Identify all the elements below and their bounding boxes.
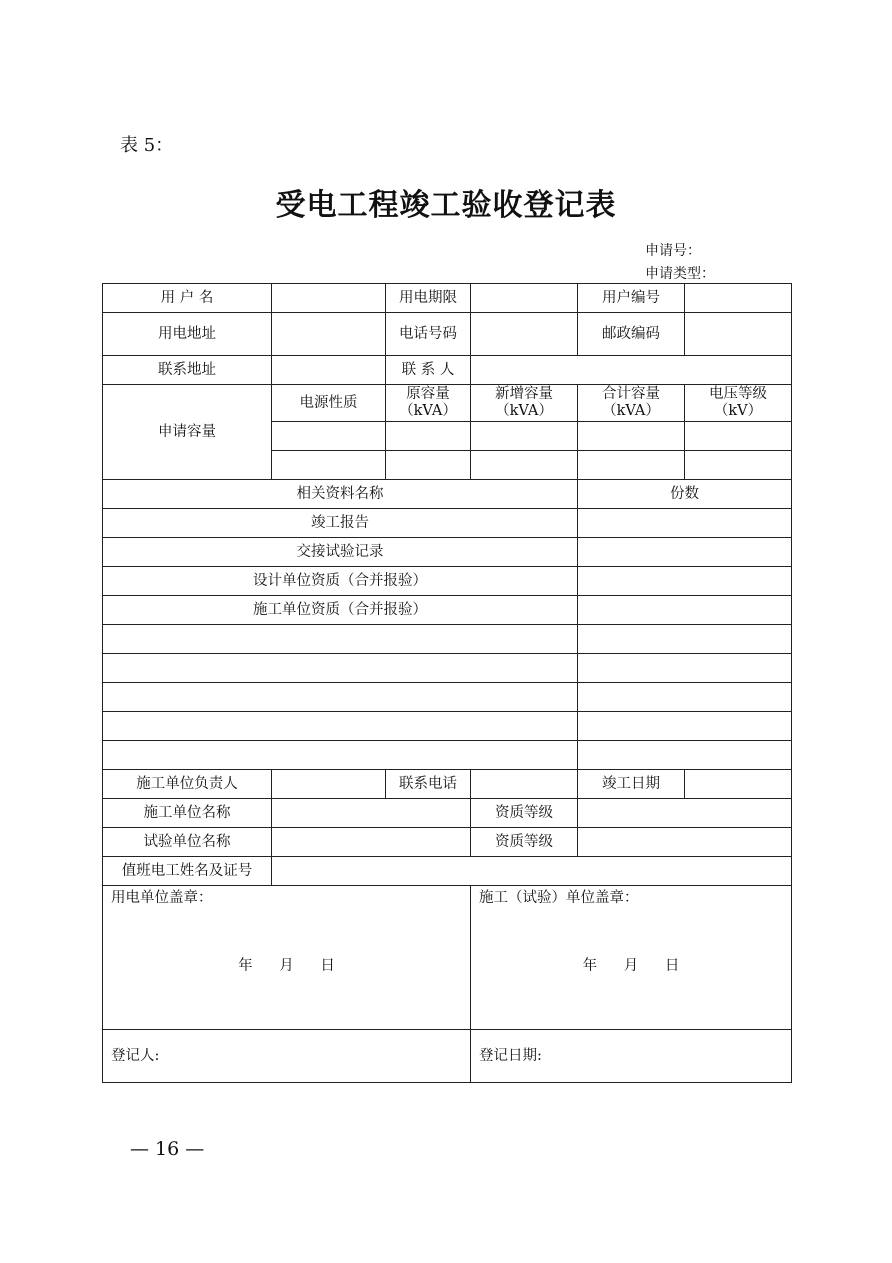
capacity-cell[interactable] xyxy=(685,422,792,451)
material-count-field[interactable] xyxy=(578,538,792,567)
qualification-label: 资质等级 xyxy=(471,828,578,857)
year-label: 年 xyxy=(582,958,598,974)
capacity-cell[interactable] xyxy=(578,422,685,451)
contact-person-label: 联 系 人 xyxy=(386,356,471,385)
user-number-label: 用户编号 xyxy=(578,284,685,313)
table-label: 表 5： xyxy=(120,135,174,156)
electrician-field[interactable] xyxy=(272,857,792,886)
capacity-cell[interactable] xyxy=(471,451,578,480)
builder-seal-label: 施工（试验）单位盖章： xyxy=(479,890,639,906)
original-capacity-header: 原容量 （kVA） xyxy=(386,385,471,422)
contact-phone-field[interactable] xyxy=(471,770,578,799)
qualification-field[interactable] xyxy=(578,799,792,828)
registration-date-field[interactable]: 登记日期: xyxy=(471,1030,792,1083)
day-label: 日 xyxy=(320,958,335,974)
material-count-field[interactable] xyxy=(578,683,792,712)
user-name-field[interactable] xyxy=(272,284,386,313)
material-count-field[interactable] xyxy=(578,625,792,654)
month-label: 月 xyxy=(279,958,294,974)
material-item-blank[interactable] xyxy=(103,712,578,741)
usage-period-field[interactable] xyxy=(471,284,578,313)
contact-phone-label: 联系电话 xyxy=(386,770,471,799)
user-name-label: 用 户 名 xyxy=(103,284,272,313)
capacity-cell[interactable] xyxy=(578,451,685,480)
materials-count-header: 份数 xyxy=(578,480,792,509)
builder-seal-box[interactable] xyxy=(471,886,792,1030)
user-seal-label: 用电单位盖章： xyxy=(111,890,213,906)
material-count-field[interactable] xyxy=(578,654,792,683)
material-item: 竣工报告 xyxy=(103,509,578,538)
material-item: 交接试验记录 xyxy=(103,538,578,567)
year-label: 年 xyxy=(238,958,253,974)
construction-unit-label: 施工单位名称 xyxy=(103,799,272,828)
material-item: 施工单位资质（合并报验） xyxy=(103,596,578,625)
material-count-field[interactable] xyxy=(578,567,792,596)
test-unit-label: 试验单位名称 xyxy=(103,828,272,857)
postal-code-label: 邮政编码 xyxy=(578,313,685,356)
contact-address-label: 联系地址 xyxy=(103,356,272,385)
contact-person-field[interactable] xyxy=(471,356,792,385)
capacity-label: 申请容量 xyxy=(103,385,272,480)
user-seal-date xyxy=(103,958,470,975)
page-number: — 16 — xyxy=(130,1138,205,1160)
qualification-field[interactable] xyxy=(578,828,792,857)
user-number-field[interactable] xyxy=(685,284,792,313)
builder-seal-date xyxy=(471,958,791,975)
user-seal-box[interactable] xyxy=(103,886,471,1030)
registrar-field[interactable]: 登记人: xyxy=(103,1030,471,1083)
registration-form-table xyxy=(102,283,792,1083)
usage-address-field[interactable] xyxy=(272,313,386,356)
day-label: 日 xyxy=(664,958,680,974)
contact-address-field[interactable] xyxy=(272,356,386,385)
capacity-cell[interactable] xyxy=(471,422,578,451)
total-capacity-header: 合计容量 （kVA） xyxy=(578,385,685,422)
material-item: 设计单位资质（合并报验） xyxy=(103,567,578,596)
construction-leader-field[interactable] xyxy=(272,770,386,799)
capacity-cell[interactable] xyxy=(386,422,471,451)
material-count-field[interactable] xyxy=(578,712,792,741)
application-number-label: 申请号： xyxy=(645,243,701,259)
test-unit-field[interactable] xyxy=(272,828,471,857)
phone-field[interactable] xyxy=(471,313,578,356)
voltage-level-header: 电压等级 （kV） xyxy=(685,385,792,422)
phone-label: 电话号码 xyxy=(386,313,471,356)
completion-date-label: 竣工日期 xyxy=(578,770,685,799)
month-label: 月 xyxy=(623,958,639,974)
capacity-cell[interactable] xyxy=(272,422,386,451)
capacity-cell[interactable] xyxy=(272,451,386,480)
completion-date-field[interactable] xyxy=(685,770,792,799)
usage-address-label: 用电地址 xyxy=(103,313,272,356)
materials-name-header: 相关资料名称 xyxy=(103,480,578,509)
material-count-field[interactable] xyxy=(578,509,792,538)
material-item-blank[interactable] xyxy=(103,625,578,654)
added-capacity-header: 新增容量 （kVA） xyxy=(471,385,578,422)
material-item-blank[interactable] xyxy=(103,654,578,683)
capacity-cell[interactable] xyxy=(685,451,792,480)
capacity-cell[interactable] xyxy=(386,451,471,480)
material-count-field[interactable] xyxy=(578,596,792,625)
construction-unit-field[interactable] xyxy=(272,799,471,828)
material-item-blank[interactable] xyxy=(103,741,578,770)
application-type-label: 申请类型： xyxy=(645,266,715,282)
material-count-field[interactable] xyxy=(578,741,792,770)
qualification-label: 资质等级 xyxy=(471,799,578,828)
page-title: 受电工程竣工验收登记表 xyxy=(275,188,617,223)
material-item-blank[interactable] xyxy=(103,683,578,712)
postal-code-field[interactable] xyxy=(685,313,792,356)
electrician-label: 值班电工姓名及证号 xyxy=(103,857,272,886)
construction-leader-label: 施工单位负责人 xyxy=(103,770,272,799)
usage-period-label: 用电期限 xyxy=(386,284,471,313)
power-nature-header: 电源性质 xyxy=(272,385,386,422)
